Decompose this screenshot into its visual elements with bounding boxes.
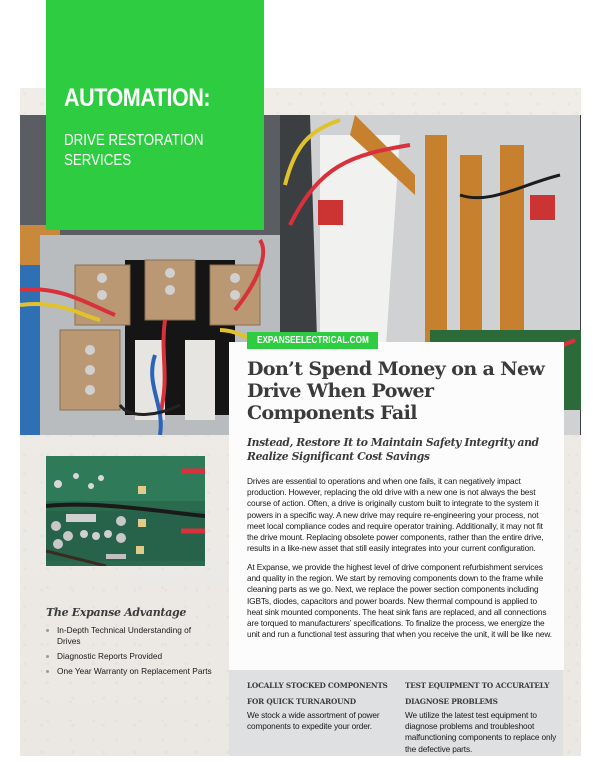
article-paragraph-2: At Expanse, we provide the highest level of drive component refurbishment services and quality in the region. We start by removing components down to the frame while cleaning parts as we go. Next, we replace the power section components including IGBTs, diodes, capacitors and power boards. New thermal compound is applied to heat sink mounted components. The heat sink fans are replaced, and all connections are torqued to manufacturers’ specifications. To finalize the process, we energize the unit and run a functional test assuring that when you receive the unit, it will be like new. xyxy=(247,562,552,640)
feature-text: We utilize the latest test equipment to diagnose problems and troubleshoot malfunctioning components to replace only the defective parts. xyxy=(405,710,557,754)
header-subtitle xyxy=(64,131,236,171)
header-title: AUTOMATION: xyxy=(64,84,211,112)
article-card xyxy=(229,342,564,670)
article-subheadline: Instead, Restore It to Maintain Safety Integrity and Realize Significant Cost Savings xyxy=(247,436,539,463)
header-subtitle-line2: SERVICES xyxy=(64,152,132,169)
pcb-photo-control-board xyxy=(46,456,205,566)
feature-text: We stock a wide assortment of power components to expedite your order. xyxy=(247,710,380,732)
website-url-tag[interactable] xyxy=(247,332,378,349)
advantage-item xyxy=(46,666,216,677)
article-paragraph-1: Drives are essential to operations and when one fails, it can negatively impact production. However, replacing the old drive with a new one is not always the best course of action. Often, a drive is originally custom built to integrate to the system it powers in a specific way. A new drive may require re-engineering your process, not meet local compliance codes and require operator training. Additionally, it may not fit the drive mount. Replacing obsolete power components, rather than the entire drive, results in a like-new asset that still easily integrates into your current configuration. xyxy=(247,476,544,554)
pcb-photo-illustration xyxy=(46,456,205,566)
website-url-text: EXPANSEELECTRICAL.COM xyxy=(257,334,369,346)
header-subtitle-line1: DRIVE RESTORATION xyxy=(64,132,204,149)
advantage-item xyxy=(46,625,216,647)
advantage-list xyxy=(46,625,216,681)
feature-title-line2: DIAGNOSE PROBLEMS xyxy=(405,697,498,706)
feature-title-line2: FOR QUICK TURNAROUND xyxy=(247,697,356,706)
feature-title-line1: LOCALLY STOCKED COMPONENTS xyxy=(247,681,388,690)
features-box xyxy=(229,670,563,756)
bullet-icon xyxy=(46,670,49,673)
article-headline: Don’t Spend Money on a New Drive When Power Components Fail xyxy=(247,358,545,424)
feature-locally-stocked xyxy=(247,678,405,756)
advantage-item-text: Diagnostic Reports Provided xyxy=(57,651,163,661)
advantage-title: The Expanse Advantage xyxy=(46,606,187,619)
advantage-item xyxy=(46,651,216,662)
bullet-icon xyxy=(46,655,49,658)
advantage-item-text: In-Depth Technical Understanding of Drives xyxy=(57,625,192,646)
bullet-icon xyxy=(46,629,49,632)
feature-test-equipment xyxy=(405,678,563,756)
advantage-item-text: One Year Warranty on Replacement Parts xyxy=(57,666,212,676)
feature-title-line1: TEST EQUIPMENT TO ACCURATELY xyxy=(405,681,550,690)
header-banner xyxy=(46,0,264,230)
